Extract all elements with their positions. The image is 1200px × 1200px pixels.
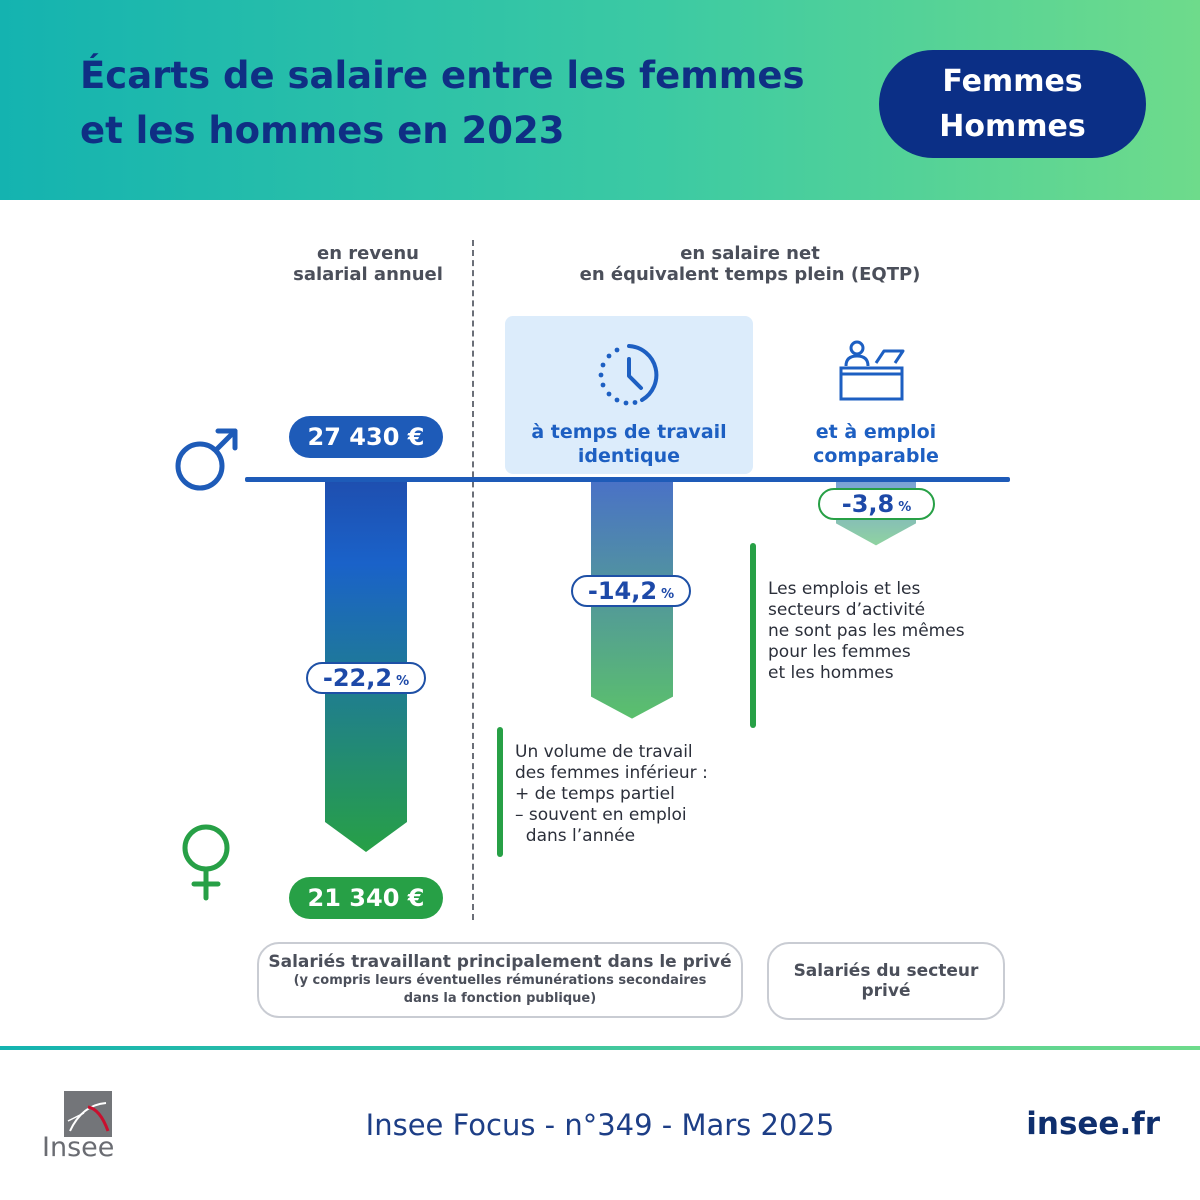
female-symbol-icon — [178, 822, 234, 902]
note-volume-line: + de temps partiel — [515, 784, 675, 804]
heading-net-line1: en salaire net — [680, 243, 820, 264]
category-comparable-job-line1: et à emploi — [815, 421, 937, 443]
note-jobs-line: pour les femmes — [768, 642, 911, 662]
publication-reference: Insee Focus - n°349 - Mars 2025 — [365, 1108, 835, 1142]
note-bar-volume — [497, 727, 503, 857]
scope-left-sub1: (y compris leurs éventuelles rémunérations secondaires — [293, 973, 707, 988]
gap-value-same-working-time: -14,2 — [587, 577, 658, 605]
footer-divider — [0, 1046, 1200, 1050]
heading-annual-line2: salarial annuel — [293, 264, 443, 285]
note-volume-line: – souvent en emploi — [515, 805, 687, 825]
note-volume-line: des femmes inférieur : — [515, 763, 708, 783]
note-volume — [515, 742, 708, 847]
badge-line-femmes: Femmes — [942, 64, 1083, 99]
category-comparable-job-line2: comparable — [813, 445, 939, 467]
category-same-working-time-line1: à temps de travail — [531, 421, 727, 443]
heading-net-line2: en équivalent temps plein (EQTP) — [579, 264, 921, 285]
badge-line-hommes: Hommes — [939, 109, 1086, 144]
gap-value-annual: -22,2 — [322, 664, 393, 692]
category-same-working-time-line2: identique — [577, 445, 681, 467]
scope-left — [257, 942, 743, 1018]
heading-annual-line1: en revenu — [317, 243, 419, 264]
note-jobs — [768, 579, 965, 684]
note-jobs-line: secteurs d’activité — [768, 600, 926, 620]
note-volume-line: dans l’année — [515, 826, 636, 846]
scope-right — [767, 942, 1005, 1020]
gap-pill-annual — [306, 662, 426, 694]
men-annual-amount: 27 430 € — [289, 416, 443, 458]
gap-unit-comparable-job: % — [898, 499, 912, 515]
gap-unit-same-working-time: % — [661, 586, 675, 602]
gap-pill-same-working-time — [571, 575, 691, 607]
scope-right-text: Salariés du secteur privé — [793, 961, 979, 1001]
note-bar-jobs — [750, 543, 756, 728]
scope-left-sub2: dans la fonction publique) — [403, 991, 597, 1006]
page-title: Écarts de salaire entre les femmes et les hommes en 2023 — [80, 54, 805, 152]
women-annual-amount: 21 340 € — [289, 877, 443, 919]
gap-unit-annual: % — [396, 673, 410, 689]
gap-pill-comparable-job — [818, 488, 935, 520]
insee-logo-text[interactable]: Insee — [42, 1132, 115, 1163]
insee-logo-icon[interactable] — [64, 1091, 112, 1137]
scope-left-main: Salariés travaillant principalement dans le privé — [268, 952, 732, 972]
note-jobs-line: Les emplois et les — [768, 579, 921, 599]
site-link[interactable]: insee.fr — [1026, 1106, 1160, 1142]
note-jobs-line: et les hommes — [768, 663, 894, 683]
note-volume-line: Un volume de travail — [515, 742, 693, 762]
note-jobs-line: ne sont pas les mêmes — [768, 621, 965, 641]
gap-value-comparable-job: -3,8 — [841, 490, 895, 518]
